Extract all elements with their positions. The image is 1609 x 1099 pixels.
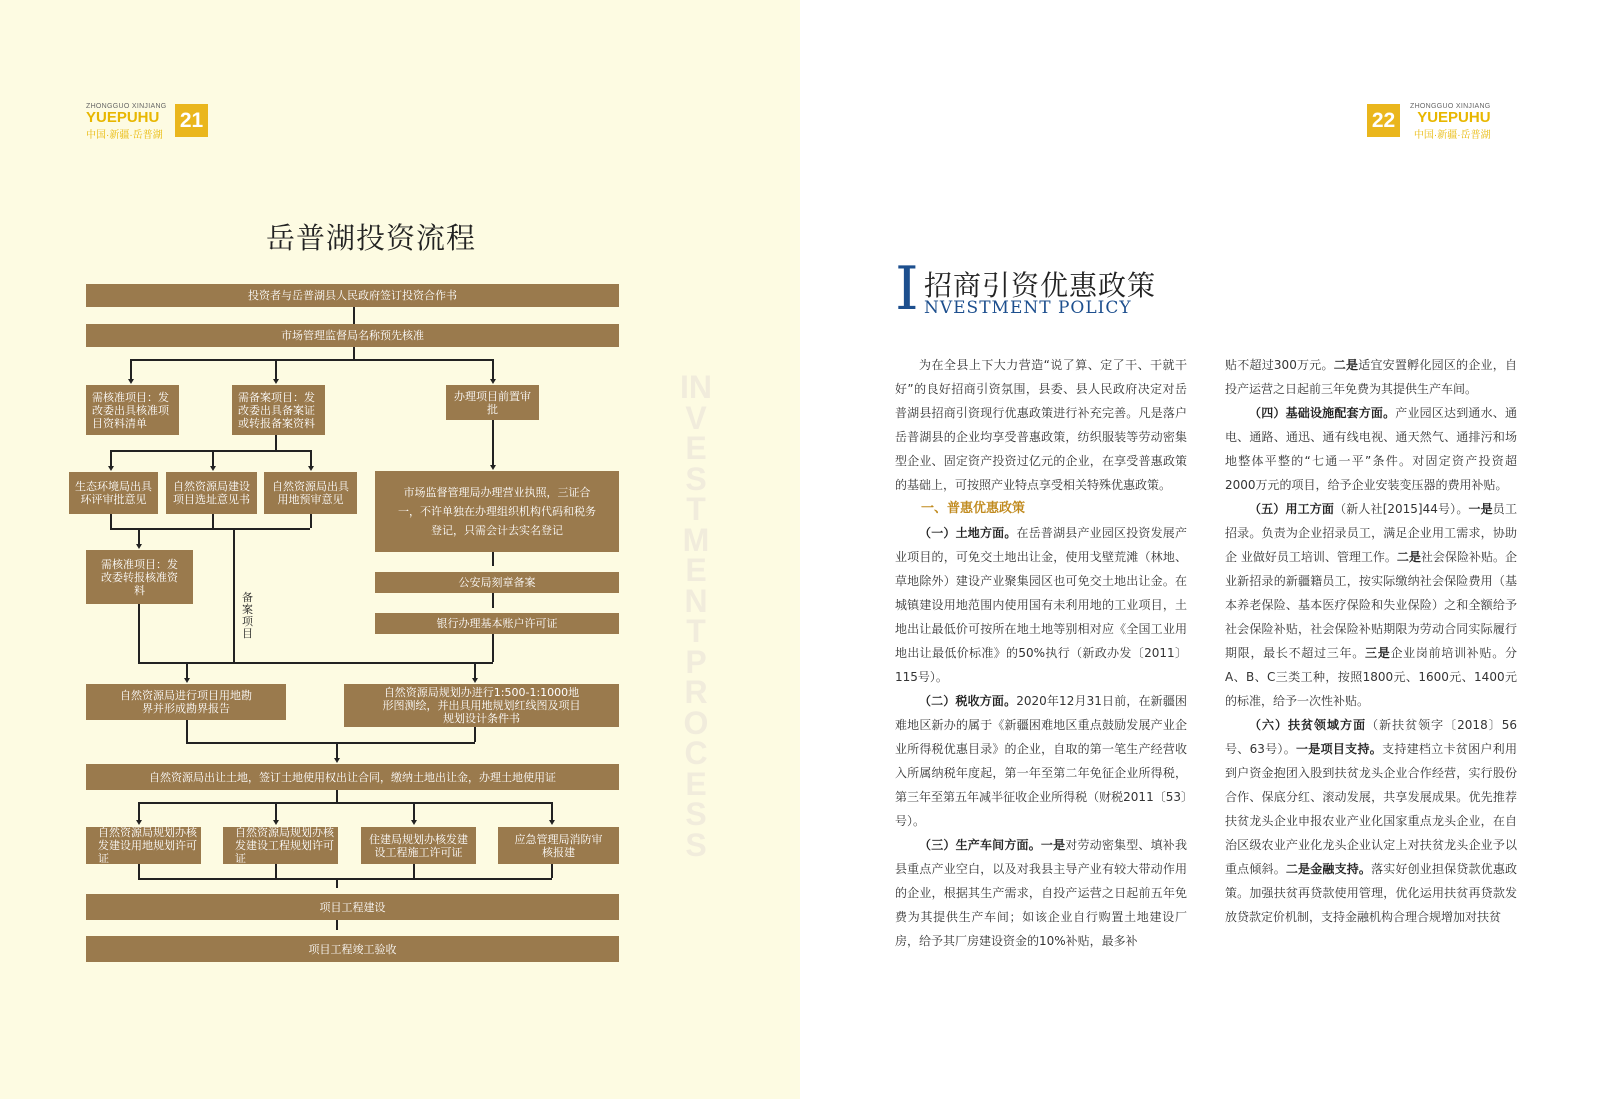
connector xyxy=(212,514,214,528)
brand-logo xyxy=(86,103,167,141)
page-title: 岳普湖投资流程 xyxy=(266,221,477,255)
arrow-down-icon xyxy=(210,466,216,471)
connector xyxy=(110,528,310,530)
flow-step-acceptance: 项目工程竣工验收 xyxy=(86,936,619,962)
connector xyxy=(130,359,132,379)
connector xyxy=(186,662,188,678)
intro-paragraph: 为在全县上下大力营造“说了算、定了干、干就干好”的良好招商引资氛围，县委、县人民政府决定对岳普湖县招商引资现行优惠政策进行补充完善。凡是落户岳普湖县的企业均享受普惠政策，纺织服装等劳动密集型企业、固定资产投资过亿元的企业，在享受普惠政策的基础上，可按照产业特点享受相关特殊优惠政策。 xyxy=(895,358,1187,492)
connector xyxy=(492,634,494,662)
connector xyxy=(336,878,338,888)
brand-small: ZHONGGUO XINJIANG xyxy=(1410,103,1491,110)
flow-step-construction: 项目工程建设 xyxy=(86,894,619,920)
title-initial: I xyxy=(895,254,919,324)
flow-box-engineering-permit: 自然资源局规划办核发建设工程规划许可证 xyxy=(223,827,338,864)
connector xyxy=(275,435,277,450)
flow-box-seal: 公安局刻章备案 xyxy=(375,572,619,593)
connector xyxy=(130,359,493,361)
connector xyxy=(492,420,494,465)
keyword: 一是 xyxy=(1040,838,1066,852)
flow-step-land-transfer: 自然资源局出让土地，签订土地使用权出让合同，缴纳土地出让金，办理土地使用证 xyxy=(86,764,619,790)
connector xyxy=(138,878,552,880)
flow-box-filing-project: 需备案项目：发改委出具备案证或转报备案资料 xyxy=(232,385,325,435)
connector xyxy=(474,727,476,742)
left-page xyxy=(0,0,800,1099)
connector xyxy=(186,720,188,742)
connector xyxy=(138,864,140,878)
connector xyxy=(353,347,355,359)
connector xyxy=(310,514,312,528)
connector xyxy=(336,742,338,758)
connector xyxy=(492,552,494,566)
ref-poverty: （新扶贫领字〔2018〕56号、63号）。 xyxy=(1225,718,1517,756)
flow-box-environment: 生态环境局出具环评审批意见 xyxy=(69,472,158,514)
paragraph-poverty xyxy=(1225,713,1517,929)
keyword: 二是 xyxy=(1396,550,1421,564)
arrow-down-icon xyxy=(128,379,134,384)
connector xyxy=(474,662,476,678)
flow-box-land-prereview: 自然资源局出具用地预审意见 xyxy=(264,472,357,514)
flow-step-sign-agreement: 投资者与岳普湖县人民政府签订投资合作书 xyxy=(86,284,619,307)
brand-small: ZHONGGUO XINJIANG xyxy=(86,103,167,110)
arrow-down-icon xyxy=(334,758,340,763)
brand-logo xyxy=(1410,103,1491,141)
connector xyxy=(138,802,140,820)
arrow-down-icon xyxy=(136,544,142,549)
brand-big: YUEPUHU xyxy=(86,109,160,126)
text-infrastructure: 产业园区达到通水、通电、通路、通迅、通有线电视、通天然气、通排污和场地整体平整的“七通一平”条件。对固定资产投资超2000万元的项目，给予企业安装变压器的费用补贴。 xyxy=(1225,406,1517,492)
arrow-down-icon xyxy=(549,820,555,825)
brand-cn: 中国·新疆·岳普湖 xyxy=(86,130,163,141)
flow-step-name-approval: 市场管理监督局名称预先核准 xyxy=(86,324,619,347)
policy-title-en: NVESTMENT POLICY xyxy=(924,298,1132,318)
arrow-down-icon xyxy=(472,678,478,683)
text-column-1 xyxy=(895,353,1187,953)
flow-box-bank: 银行办理基本账户许可证 xyxy=(375,613,619,634)
connector xyxy=(110,450,310,452)
text-continued-2: 适宜安置孵化园区的企业，自投产运营之日起前三年免费为其提供生产车间。 xyxy=(1225,358,1517,396)
arrow-down-icon xyxy=(184,678,190,683)
flow-box-fire-review: 应急管理局消防审核报建 xyxy=(498,827,619,864)
connector xyxy=(138,528,140,544)
text-tax: 2020年12月31日前，在新疆困难地区新办的属于《新疆困难地区重点鼓励发展产业企业所得税优惠目录》的企业，自取的第一笔生产经营收入所属纳税年度起，第一年至第二年免征企业所得税，第三年至第五年减半征收企业所得税（财税2011〔53〕号）。 xyxy=(895,694,1187,828)
text-employment-1: 员工招录。负责为企业招录员工，满足企业用工需求，协助企 业做好员工培训、管理工作。 xyxy=(1225,502,1517,564)
connector xyxy=(492,359,494,379)
section-heading: 一、普惠优惠政策 xyxy=(921,501,1026,516)
connector xyxy=(336,920,338,930)
connector xyxy=(186,742,475,744)
vertical-watermark-text: INVESTMENTPROCESS xyxy=(680,369,712,863)
heading-employment: （五）用工方面 xyxy=(1249,502,1335,516)
paragraph-land xyxy=(895,521,1187,689)
text-employment-2: 社会保险补贴。企业新招录的新疆籍员工，按实际缴纳社会保险费用（基本养老保险、基本医疗保险和失业保险）之和全额给予社会保险补贴，社会保险补贴期限为劳动合同实际履行期限，最长不超过三年。 xyxy=(1225,550,1517,660)
arrow-down-icon xyxy=(273,379,279,384)
connector xyxy=(233,528,235,662)
text-poverty-1: 支持建档立卡贫困户利用到户资金抱团入股到扶贫龙头企业合作经营，实行股份合作、保底分红、滚动发展，共享发展成果。优先推荐扶贫龙头企业申报农业产业化国家重点龙头企业，在自治区级农业产业化龙头企业认定上对扶贫龙头企业予以重点倾斜。 xyxy=(1225,742,1517,876)
heading-infrastructure: （四）基础设施配套方面。 xyxy=(1249,406,1396,420)
keyword: 二是 xyxy=(1333,358,1359,372)
brand-big: YUEPUHU xyxy=(1417,109,1491,126)
text-workshop: 对劳动密集型、填补我县重点产业空白，以及对我县主导产业有较大带动作用的企业，根据其生产需求，自投产运营之日起前五年免费为其提供生产车间；如该企业自行购置土地建设厂房，给予其厂房建设资金的10%补贴，最多补 xyxy=(895,838,1187,948)
paragraph-tax xyxy=(895,689,1187,833)
ref-employment: （新人社[2015]44号）。 xyxy=(1334,502,1469,516)
flow-box-approval-project: 需核准项目：发改委出具核准项目资料清单 xyxy=(86,385,179,435)
arrow-down-icon xyxy=(490,379,496,384)
flow-box-approval-transfer: 需核准项目：发改委转报核准资料 xyxy=(86,550,193,604)
paragraph-continued xyxy=(1225,353,1517,401)
flow-box-site-selection: 自然资源局建设项目选址意见书 xyxy=(166,472,257,514)
paragraph-employment xyxy=(1225,497,1517,713)
heading-land: （一）土地方面。 xyxy=(919,526,1017,540)
arrow-down-icon xyxy=(411,820,417,825)
connector xyxy=(110,450,112,466)
arrow-down-icon xyxy=(108,466,114,471)
text-employment-3: 企业岗前培训补贴。分A、B、C三类工种，按照1800元、1600元、1400元的标准，给予一次性补贴。 xyxy=(1225,646,1517,708)
flow-box-planning: 自然资源局规划办进行1:500-1:1000地形图测绘，并出具用地规划红线图及项目规划设计条件书 xyxy=(344,684,619,727)
connector xyxy=(413,864,415,878)
policy-title: 招商引资优惠政策 xyxy=(924,269,1157,302)
arrow-down-icon xyxy=(273,820,279,825)
text-continued: 贴不超过300万元。 xyxy=(1225,358,1334,372)
arrow-down-icon xyxy=(490,465,496,470)
connector xyxy=(551,802,553,820)
brand-cn: 中国·新疆·岳普湖 xyxy=(1413,130,1491,141)
connector xyxy=(551,864,553,878)
paragraph-infrastructure xyxy=(1225,401,1517,497)
connector xyxy=(138,662,493,664)
flow-box-land-use-permit: 自然资源局规划办核发建设用地规划许可证 xyxy=(86,827,201,864)
flow-box-construction-permit: 住建局规划办核发建设工程施工许可证 xyxy=(361,827,476,864)
connector xyxy=(138,802,552,804)
connector xyxy=(110,514,112,528)
connector xyxy=(413,802,415,820)
text-column-2 xyxy=(1225,353,1517,929)
page-number: 22 xyxy=(1367,104,1400,137)
connector xyxy=(336,790,338,802)
keyword: 三是 xyxy=(1364,646,1391,660)
connector xyxy=(212,450,214,466)
connector xyxy=(353,307,355,324)
keyword: 一是 xyxy=(1468,502,1493,516)
page-number: 21 xyxy=(175,104,208,137)
connector xyxy=(310,450,312,466)
paragraph-workshop xyxy=(895,833,1187,953)
connector xyxy=(138,604,140,662)
flow-box-survey: 自然资源局进行项目用地勘界并形成勘界报告 xyxy=(86,684,286,720)
heading-tax: （二）税收方面。 xyxy=(919,694,1017,708)
arrow-down-icon xyxy=(308,466,314,471)
label-filing-project: 备案项目 xyxy=(242,591,253,640)
text-poverty-2: 落实好创业担保贷款优惠政策。加强扶贫再贷款使用管理，优化运用扶贫再贷款发放贷款定价机制，支持金融机构合理合规增加对扶贫 xyxy=(1225,862,1517,924)
heading-poverty: （六）扶贫领域方面 xyxy=(1249,718,1367,732)
flow-box-business-license: 市场监督管理局办理营业执照，三证合一，不许单独在办理组织机构代码和税务登记，只需会计去实名登记 xyxy=(375,471,619,552)
text-land: 在岳普湖县产业园区投资发展产业项目的，可免交土地出让金，使用戈壁荒滩（林地、草地除外）建设产业聚集园区也可免交土地出让金。在城镇建设用地范围内使用国有未利用地的工业项目，土地出让最低价可按所在地土地等别相对应《全国工业用地出让最低价标准》的50%执行（新政办发〔2011〕115号）。 xyxy=(895,526,1187,684)
keyword: 一是项目支持。 xyxy=(1296,742,1383,756)
connector xyxy=(275,359,277,379)
connector xyxy=(492,593,494,608)
heading-workshop: （三）生产车间方面。 xyxy=(919,838,1041,852)
flow-box-prereview: 办理项目前置审批 xyxy=(446,385,539,420)
connector xyxy=(275,864,277,878)
keyword: 二是金融支持。 xyxy=(1285,862,1372,876)
arrow-down-icon xyxy=(136,820,142,825)
connector xyxy=(275,802,277,820)
